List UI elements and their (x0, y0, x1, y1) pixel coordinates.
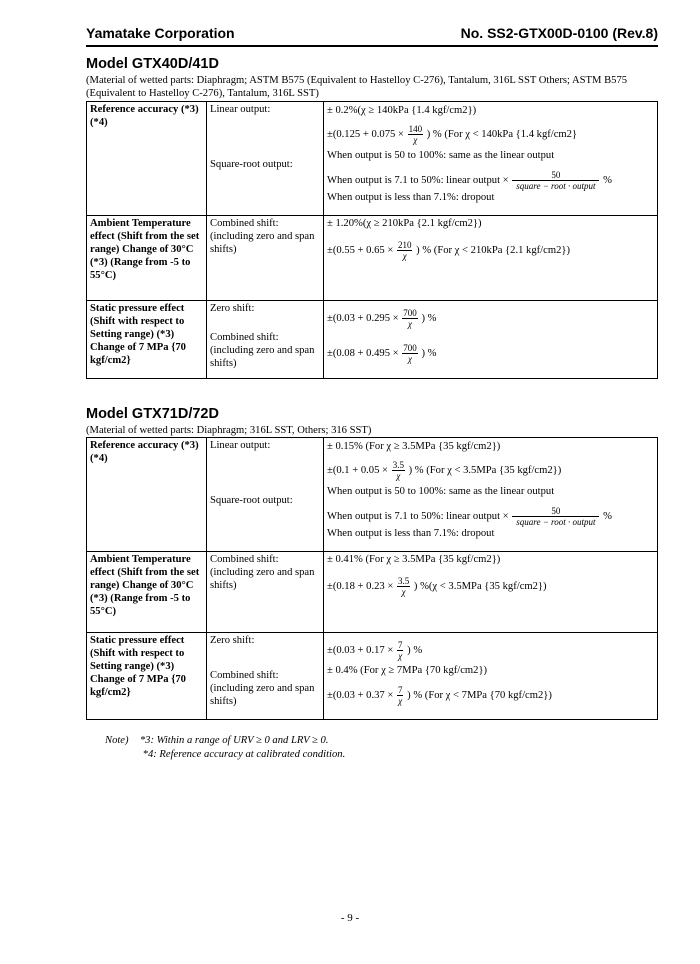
spec-table-gtx71d (86, 437, 658, 720)
row-label: Reference accuracy (*3)(*4) (87, 102, 207, 216)
formula-text: ) % (For χ < 140kPa {1.4 kgf/cm2} (426, 128, 578, 140)
formula-text: ) % (For χ < 3.5MPa {35 kgf/cm2}) (408, 464, 562, 476)
formula-text: ±(0.1 + 0.05 × (327, 464, 389, 476)
section-title-gtx40d: Model GTX40D/41D (86, 56, 219, 72)
formula-line: When output is less than 7.1%: dropout (327, 192, 495, 203)
denominator: χ (396, 471, 401, 481)
square-root-label: Square-root output: (210, 159, 293, 170)
denominator: χ (398, 651, 403, 661)
formula-text: ) %(χ < 3.5MPa {35 kgf/cm2}) (413, 580, 547, 592)
denominator: χ (401, 587, 406, 597)
formula-text: When output is 7.1 to 50%: linear output × (327, 510, 509, 522)
formula-line (327, 685, 654, 706)
formula-text: % (603, 174, 612, 186)
note-prefix: Note) (105, 735, 129, 746)
fraction (397, 576, 410, 597)
formula-line (327, 506, 654, 527)
denominator: χ (398, 696, 403, 706)
sub-label-cell (207, 301, 324, 379)
numerator: 700 (403, 308, 417, 318)
row-label: Ambient Temperature effect (Shift from the set range) Change of 30°C (*3) (Range from -5 to 55°C) (87, 552, 207, 633)
table-row (87, 552, 658, 633)
value-cell (324, 438, 658, 552)
formula-line (327, 240, 654, 261)
denominator: χ (408, 354, 413, 364)
formula-line (327, 343, 654, 364)
page-header (86, 25, 658, 47)
linear-output-label: Linear output: (210, 440, 271, 451)
formula-text: ) % (407, 644, 423, 656)
formula-line: ± 1.20%(χ ≥ 210kPa {2.1 kgf/cm2}) (327, 218, 482, 229)
numerator: 3.5 (392, 460, 404, 470)
note-4: *4: Reference accuracy at calibrated condition. (142, 749, 346, 760)
formula-line: When output is less than 7.1%: dropout (327, 528, 495, 539)
formula-line (327, 576, 654, 597)
fraction (397, 240, 413, 261)
numerator: 50 (512, 170, 599, 181)
denominator: χ (408, 319, 413, 329)
formula-text: ±(0.03 + 0.37 × (327, 689, 394, 701)
table-row (87, 438, 658, 552)
value-cell (324, 102, 658, 216)
sub-label: Combined shift: (including zero and span shifts) (207, 552, 324, 633)
table-row (87, 301, 658, 379)
formula-line (327, 308, 654, 329)
value-cell (324, 633, 658, 720)
fraction (402, 343, 418, 364)
combined-shift-label: Combined shift: (including zero and span shifts) (210, 332, 315, 369)
sub-label-cell (207, 633, 324, 720)
fraction (402, 308, 418, 329)
row-label: Ambient Temperature effect (Shift from the set range) Change of 30°C (*3) (Range from -5 to 55°C) (87, 216, 207, 301)
formula-line (327, 170, 654, 191)
table-row (87, 633, 658, 720)
fraction (392, 460, 405, 481)
numerator: 7 (397, 685, 403, 695)
row-label: Static pressure effect (Shift with respect to Setting range) (*3) Change of 7 MPa {70 kgf/cm2} (87, 301, 207, 379)
material-note-gtx71d: (Material of wetted parts: Diaphragm; 316L SST, Others; 316 SST) (86, 425, 372, 436)
table-row (87, 216, 658, 301)
fraction (408, 124, 424, 145)
formula-text: ±(0.18 + 0.23 × (327, 580, 394, 592)
material-note-gtx40d: (Material of wetted parts: Diaphragm; ASTM B575 (Equivalent to Hastelloy C-276), Tantalum, 316L SST Others; ASTM B575 (Equivalent to Hastelloy C-276), Tantalum, 316L SST) (86, 75, 628, 99)
linear-output-label: Linear output: (210, 104, 271, 115)
formula-line: ± 0.2%(χ ≥ 140kPa {1.4 kgf/cm2}) (327, 105, 477, 116)
square-root-label: Square-root output: (210, 495, 293, 506)
formula-text: ±(0.03 + 0.295 × (327, 312, 399, 324)
sub-label: Combined shift: (including zero and span shifts) (207, 216, 324, 301)
value-cell (324, 301, 658, 379)
note-3: *3: Within a range of URV ≥ 0 and LRV ≥ 0. (139, 735, 329, 746)
value-cell (324, 552, 658, 633)
row-label: Static pressure effect (Shift with respect to Setting range) (*3) Change of 7 MPa {70 kgf/cm2} (87, 633, 207, 720)
notes (105, 734, 345, 762)
formula-text: ) % (For χ < 210kPa {2.1 kgf/cm2}) (416, 244, 570, 256)
formula-line: When output is 50 to 100%: same as the linear output (327, 150, 555, 161)
page-number: - 9 - (340, 912, 360, 924)
fraction (397, 685, 404, 706)
formula-text: ±(0.125 + 0.075 × (327, 128, 404, 140)
numerator: 3.5 (397, 576, 410, 586)
denominator: square − root · output (516, 517, 596, 527)
formula-text: % (603, 510, 612, 522)
formula-text: ±(0.08 + 0.495 × (327, 347, 399, 359)
formula-text: ) % (421, 312, 437, 324)
numerator: 210 (397, 240, 412, 250)
formula-line: ± 0.4% (For χ ≥ 7MPa {70 kgf/cm2}) (327, 665, 488, 676)
numerator: 700 (403, 343, 417, 353)
section-title-gtx71d: Model GTX71D/72D (86, 406, 219, 422)
zero-shift-label: Zero shift: (210, 303, 255, 314)
company-name: Yamatake Corporation (86, 25, 235, 41)
formula-line: When output is 50 to 100%: same as the linear output (327, 486, 555, 497)
denominator: χ (402, 251, 407, 261)
spec-table-gtx40d (86, 101, 658, 379)
formula-text: When output is 7.1 to 50%: linear output × (327, 174, 509, 186)
table-row (87, 102, 658, 216)
formula-text: ) % (For χ < 7MPa {70 kgf/cm2}) (407, 689, 552, 701)
zero-shift-label: Zero shift: (210, 635, 255, 646)
formula-line: ± 0.41% (For χ ≥ 3.5MPa {35 kgf/cm2}) (327, 554, 501, 565)
sub-label-cell (207, 102, 324, 216)
document-number: No. SS2-GTX00D-0100 (Rev.8) (460, 25, 658, 41)
value-cell (324, 216, 658, 301)
fraction (512, 506, 599, 527)
numerator: 50 (512, 506, 599, 517)
row-label: Reference accuracy (*3)(*4) (87, 438, 207, 552)
combined-shift-label: Combined shift: (including zero and span shifts) (210, 670, 315, 707)
formula-line (327, 124, 654, 145)
sub-label-cell (207, 438, 324, 552)
denominator: χ (413, 135, 418, 145)
formula-line (327, 460, 654, 481)
formula-line: ± 0.15% (For χ ≥ 3.5MPa {35 kgf/cm2}) (327, 441, 501, 452)
formula-text: ±(0.03 + 0.17 × (327, 644, 394, 656)
fraction (397, 640, 404, 661)
numerator: 140 (408, 124, 423, 134)
formula-text: ±(0.55 + 0.65 × (327, 244, 394, 256)
fraction (512, 170, 599, 191)
formula-text: ) % (421, 347, 437, 359)
formula-line (327, 640, 654, 661)
numerator: 7 (397, 640, 403, 650)
denominator: square − root · output (516, 181, 596, 191)
